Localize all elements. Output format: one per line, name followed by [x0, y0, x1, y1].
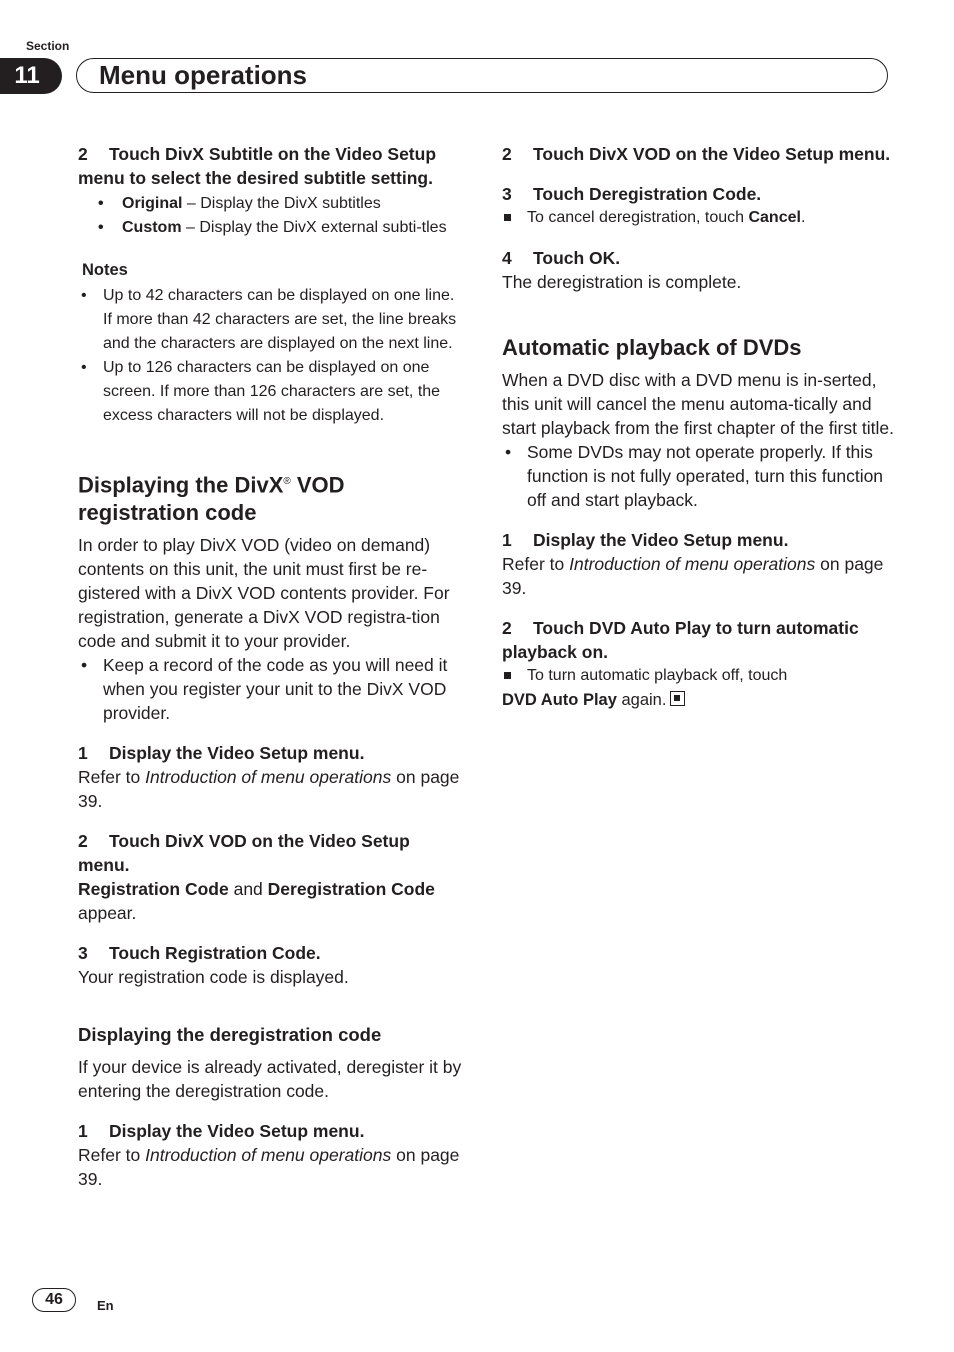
step-2-right: 2 Touch DivX VOD on the Video Setup menu.: [502, 144, 891, 164]
section-label: Section: [26, 39, 70, 53]
step-2-body: Registration Code and Deregistration Code appear.: [78, 879, 435, 924]
auto-off-note-cont: DVD Auto Play again.: [502, 688, 894, 712]
divx-bullets: [78, 653, 463, 725]
auto-bullets: [502, 440, 894, 512]
cancel-note: To cancel deregistration, touch Cancel.: [502, 206, 894, 230]
page-title: Menu operations: [76, 58, 888, 93]
heading-deregistration: Displaying the deregistration code: [78, 1024, 382, 1046]
auto-step-1-body: Refer to Introduction of menu operations on page 39.: [502, 554, 884, 598]
notes-list: [78, 284, 463, 428]
step-2: 2 Touch DivX VOD on the Video Setup menu.: [78, 831, 410, 876]
option-original: • Original – Display the DivX subtitles: [78, 192, 463, 216]
square-bullet-icon: [504, 672, 511, 679]
step-4-body: The deregistration is complete.: [502, 272, 742, 292]
auto-step-2: 2 Touch DVD Auto Play to turn automatic playback on.: [502, 618, 859, 662]
section-number-badge: 11: [0, 58, 62, 94]
heading-auto-playback: Automatic playback of DVDs: [502, 335, 802, 360]
step-4-right: 4 Touch OK.: [502, 248, 621, 268]
auto-off-note: To turn automatic playback off, touch: [502, 664, 894, 688]
heading-divx-vod: Displaying the DivX® VOD registration code: [78, 472, 345, 526]
square-bullet-icon: [504, 214, 511, 221]
step-3: 3 Touch Registration Code.: [78, 943, 321, 964]
page-number: 46: [32, 1288, 76, 1312]
dereg-step-1-body: Refer to Introduction of menu operations on page 39.: [78, 1145, 460, 1190]
step-1: 1 Display the Video Setup menu.: [78, 743, 365, 764]
notes-heading: Notes: [82, 261, 128, 279]
step-3-right: 3 Touch Deregistration Code.: [502, 184, 762, 204]
dereg-intro: If your device is already activated, deregister it by entering the deregistration code.: [78, 1057, 462, 1102]
language-code: En: [97, 1298, 114, 1313]
auto-intro: When a DVD disc with a DVD menu is in-serted, this unit will cancel the menu automa-tically and start playback from the first chapter of the first title.: [502, 370, 894, 438]
subtitle-options: [78, 192, 463, 240]
auto-bullet: • Some DVDs may not operate properly. If this function is not fully operated, turn this function off and start playback.: [502, 440, 894, 512]
dereg-step-1: 1 Display the Video Setup menu.: [78, 1121, 365, 1142]
auto-step-1: 1 Display the Video Setup menu.: [502, 530, 789, 550]
right-column: [502, 142, 894, 712]
step-1-body: Refer to Introduction of menu operations on page 39.: [78, 767, 460, 812]
step-3-body: Your registration code is displayed.: [78, 967, 349, 988]
left-column: [78, 142, 463, 1191]
option-custom: • Custom – Display the DivX external subti-tles: [78, 216, 463, 240]
note-item: • Up to 42 characters can be displayed on one line. If more than 42 characters are set, the line breaks and the characters are displayed on the next line.: [78, 284, 463, 356]
divx-intro: In order to play DivX VOD (video on demand) contents on this unit, the unit must first be re-gistered with a DivX VOD contents provider. For registration, generate a DivX VOD registra-tion code and submit it to your provider.: [78, 535, 450, 652]
step-divx-subtitle: 2 Touch DivX Subtitle on the Video Setup menu to select the desired subtitle setting.: [78, 144, 437, 188]
note-item: • Up to 126 characters can be displayed on one screen. If more than 126 characters are set, the excess characters will not be displayed.: [78, 356, 463, 428]
end-of-section-icon: [670, 691, 685, 706]
divx-bullet: • Keep a record of the code as you will need it when you register your unit to the DivX VOD provider.: [78, 653, 463, 725]
